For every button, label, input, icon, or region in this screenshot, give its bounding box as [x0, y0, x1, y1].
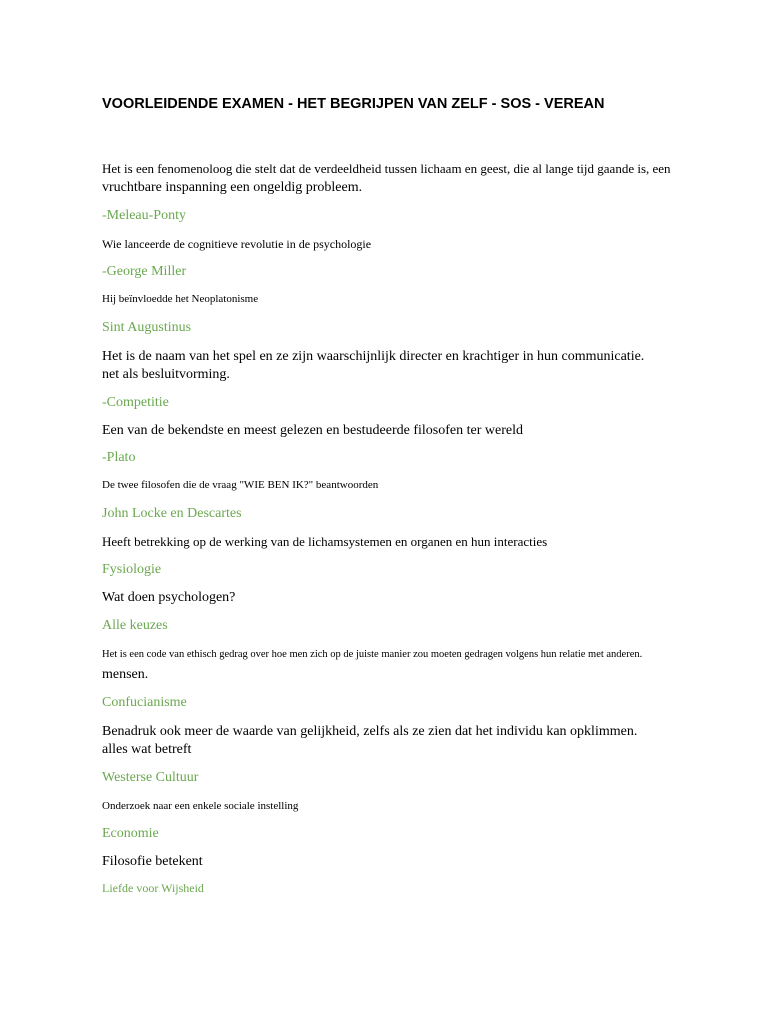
- answer-text: Westerse Cultuur: [102, 770, 199, 785]
- question-text: [102, 723, 702, 759]
- qa-item: [102, 290, 702, 337]
- question-text: Heeft betrekking op de werking van de lichamsystemen en organen en hun interacties: [102, 534, 548, 549]
- question-line: Het is een fenomenoloog die stelt dat de verdeeldheid tussen lichaam en geest, die al lange tijd gaande is, een: [102, 161, 671, 176]
- question-text: Onderzoek naar een enkele sociale instelling: [102, 800, 299, 812]
- question-line: Benadruk ook meer de waarde van gelijkheid, zelfs als ze zien dat het individu kan opklimmen.: [102, 724, 638, 739]
- question-line: Het is de naam van het spel en ze zijn waarschijnlijk directer en krachtiger in hun communicatie.: [102, 349, 645, 364]
- answer-text: John Locke en Descartes: [102, 506, 242, 521]
- question-line: Het is een code van ethisch gedrag over hoe men zich op de juiste manier zou moeten gedragen volgens hun relatie met anderen.: [102, 649, 643, 660]
- qa-item: [102, 645, 702, 712]
- question-text: [102, 348, 702, 384]
- answer-text: Economie: [102, 826, 159, 841]
- qa-item: [102, 797, 702, 843]
- answer-text: Liefde voor Wijsheid: [102, 881, 204, 895]
- qa-item: [102, 533, 702, 579]
- answer-text: -George Miller: [102, 264, 187, 279]
- answer-text: -Meleau-Ponty: [102, 208, 186, 223]
- question-text: De twee filosofen die de vraag "WIE BEN IK?" beantwoorden: [102, 479, 379, 491]
- question-text: Filosofie betekent: [102, 854, 203, 869]
- question-text: [102, 645, 702, 684]
- question-text: [102, 160, 702, 197]
- question-text: Een van de bekendste en meest gelezen en bestudeerde filosofen ter wereld: [102, 423, 523, 438]
- qa-item: [102, 422, 702, 467]
- qa-item: [102, 160, 702, 225]
- document-title: VOORLEIDENDE EXAMEN - HET BEGRIJPEN VAN ZELF - SOS - VEREAN: [102, 96, 605, 112]
- question-text: Wie lanceerde de cognitieve revolutie in de psychologie: [102, 237, 372, 251]
- answer-text: Sint Augustinus: [102, 320, 192, 335]
- qa-item: [102, 476, 702, 523]
- question-line: vruchtbare inspanning een ongeldig probleem.: [102, 180, 363, 195]
- question-line: alles wat betreft: [102, 742, 192, 757]
- answer-text: -Competitie: [102, 395, 169, 410]
- qa-item: [102, 723, 702, 787]
- qa-item: [102, 589, 702, 635]
- answer-text: Alle keuzes: [102, 618, 168, 633]
- question-line: mensen.: [102, 667, 149, 682]
- question-text: Hij beïnvloedde het Neoplatonisme: [102, 293, 259, 305]
- question-line: net als besluitvorming.: [102, 367, 230, 382]
- answer-text: -Plato: [102, 450, 136, 465]
- qa-item: [102, 235, 702, 281]
- answer-text: Fysiologie: [102, 562, 162, 577]
- qa-item: [102, 348, 702, 412]
- question-text: Wat doen psychologen?: [102, 590, 236, 605]
- qa-list: [102, 160, 702, 897]
- qa-item: [102, 853, 702, 897]
- answer-text: Confucianisme: [102, 695, 187, 710]
